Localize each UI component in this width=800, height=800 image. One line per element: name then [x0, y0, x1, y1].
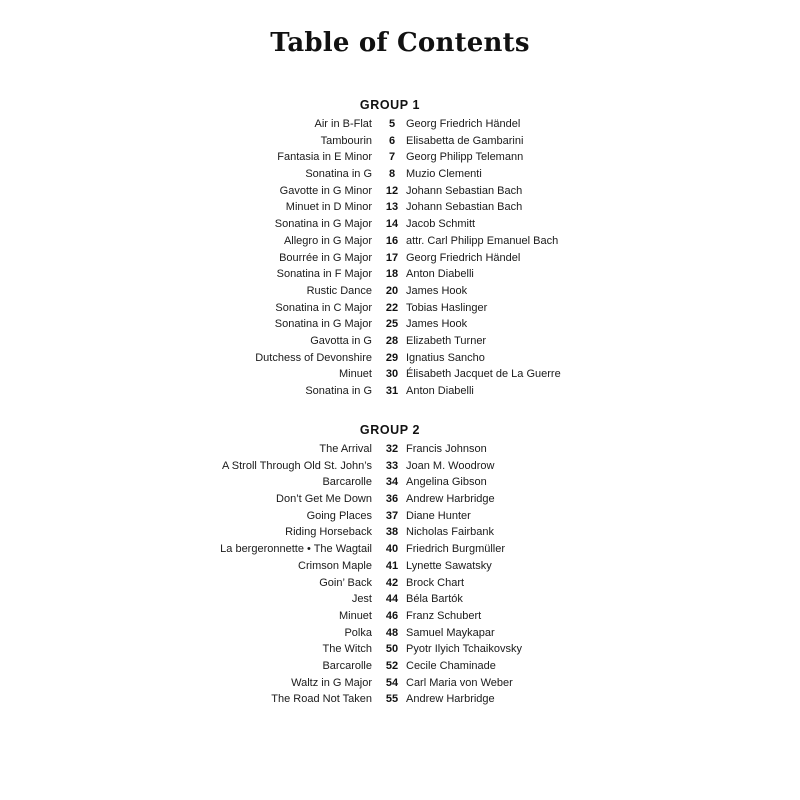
page-number: 42 — [385, 576, 399, 589]
page-number: 41 — [385, 559, 399, 572]
page-number: 22 — [385, 301, 399, 314]
composer-name: Georg Friedrich Händel — [406, 251, 521, 264]
page-number: 14 — [385, 218, 399, 231]
composer-name: Ignatius Sancho — [406, 351, 485, 364]
toc-entry — [0, 250, 800, 267]
piece-title: Fantasia in E Minor — [277, 151, 372, 164]
piece-title: Minuet in D Minor — [285, 201, 372, 214]
piece-title: Crimson Maple — [298, 559, 372, 572]
toc-entry — [0, 691, 800, 708]
toc-entry — [0, 625, 800, 642]
composer-name: Anton Diabelli — [406, 385, 474, 397]
composer-name: Tobias Haslinger — [406, 301, 488, 314]
piece-title: La bergeronnette • The Wagtail — [220, 543, 372, 556]
composer-name: Béla Bartók — [406, 593, 463, 606]
composer-name: Elisabetta de Gambarini — [406, 134, 524, 147]
toc-entry — [0, 333, 800, 350]
piece-title: Tambourin — [320, 134, 372, 147]
piece-title: Sonatina in F Major — [276, 268, 372, 281]
piece-title: Bourrée in G Major — [279, 251, 372, 264]
toc-entry — [0, 149, 800, 166]
page-number: 38 — [385, 526, 399, 539]
composer-name: Nicholas Fairbank — [406, 526, 495, 539]
page-number: 25 — [385, 318, 399, 331]
piece-title: Sonatina in G Major — [274, 218, 372, 231]
piece-title: Rustic Dance — [306, 284, 372, 297]
toc-entry — [0, 283, 800, 300]
composer-name: attr. Carl Philipp Emanuel Bach — [406, 234, 559, 247]
toc-entry — [0, 366, 800, 383]
toc-entry — [0, 658, 800, 675]
page-number: 17 — [385, 251, 399, 264]
toc-entries — [0, 116, 800, 400]
page-number: 48 — [385, 626, 399, 639]
toc-entry — [0, 199, 800, 216]
page-number: 7 — [388, 151, 396, 164]
piece-title: Don’t Get Me Down — [276, 493, 372, 506]
composer-name: Georg Friedrich Händel — [406, 118, 521, 130]
page-number: 29 — [385, 351, 399, 364]
composer-name: Joan M. Woodrow — [406, 459, 495, 472]
page-number: 5 — [388, 118, 396, 130]
piece-title: The Road Not Taken — [271, 693, 372, 706]
piece-title: A Stroll Through Old St. John’s — [221, 459, 372, 472]
piece-title: Goin’ Back — [319, 576, 372, 589]
toc-entry — [0, 524, 800, 541]
page-number: 36 — [385, 493, 399, 506]
piece-title: Riding Horseback — [285, 526, 372, 539]
composer-name: Samuel Maykapar — [406, 626, 495, 639]
composer-name: Muzio Clementi — [406, 168, 482, 181]
composer-name: Franz Schubert — [406, 609, 482, 622]
toc-entry — [0, 541, 800, 558]
piece-title: Waltz in G Major — [291, 676, 372, 689]
toc-entry — [0, 300, 800, 317]
page-number: 20 — [385, 284, 399, 297]
composer-name: Diane Hunter — [406, 509, 471, 522]
composer-name: Élisabeth Jacquet de La Guerre — [406, 368, 561, 381]
piece-title: Minuet — [338, 368, 372, 381]
piece-title: Going Places — [306, 509, 372, 522]
composer-name: Pyotr Ilyich Tchaikovsky — [406, 643, 522, 656]
toc-entry — [0, 383, 800, 400]
composer-name: Johann Sebastian Bach — [406, 201, 523, 214]
piece-title: Jest — [351, 593, 372, 606]
piece-title: Polka — [344, 626, 372, 639]
piece-title: Minuet — [338, 609, 372, 622]
page-number: 30 — [385, 368, 399, 381]
toc-entry — [0, 316, 800, 333]
toc-entry — [0, 216, 800, 233]
composer-name: Andrew Harbridge — [406, 693, 495, 706]
composer-name: Anton Diabelli — [406, 268, 474, 281]
toc-entry — [0, 474, 800, 491]
piece-title: Barcarolle — [322, 659, 372, 672]
toc-entry — [0, 116, 800, 133]
page-number: 55 — [385, 693, 399, 706]
piece-title: Gavotta in G — [310, 334, 372, 347]
page-number: 13 — [385, 201, 399, 214]
piece-title: Barcarolle — [322, 476, 372, 489]
page-number: 33 — [385, 459, 399, 472]
piece-title: Gavotte in G Minor — [279, 184, 372, 197]
page-title: Table of Contents — [270, 28, 530, 58]
composer-name: Brock Chart — [406, 576, 465, 589]
composer-name: James Hook — [406, 318, 468, 331]
page-number: 12 — [385, 184, 399, 197]
toc-entry — [0, 641, 800, 658]
composer-name: Carl Maria von Weber — [406, 676, 513, 689]
toc-entry — [0, 133, 800, 150]
page-number: 40 — [385, 543, 399, 556]
composer-name: Angelina Gibson — [406, 476, 487, 489]
piece-title: Sonatina in C Major — [275, 301, 372, 314]
toc-entry — [0, 575, 800, 592]
toc-entry — [0, 608, 800, 625]
page-number: 37 — [385, 509, 399, 522]
page-number: 18 — [385, 268, 399, 281]
piece-title: The Witch — [322, 643, 372, 656]
piece-title: Allegro in G Major — [283, 234, 372, 247]
page-number: 6 — [388, 134, 396, 147]
composer-name: Georg Philipp Telemann — [406, 151, 524, 164]
composer-name: Cecile Chaminade — [406, 659, 496, 672]
toc-entry — [0, 183, 800, 200]
composer-name: Elizabeth Turner — [406, 334, 487, 347]
composer-name: James Hook — [406, 284, 468, 297]
page-number: 8 — [388, 168, 396, 181]
toc-entry — [0, 350, 800, 367]
composer-name: Francis Johnson — [406, 443, 487, 455]
piece-title: The Arrival — [319, 443, 372, 455]
composer-name: Friedrich Burgmüller — [406, 543, 506, 556]
composer-name: Jacob Schmitt — [406, 218, 476, 231]
page-number: 52 — [385, 659, 399, 672]
toc-entry — [0, 441, 800, 458]
composer-name: Andrew Harbridge — [406, 493, 495, 506]
composer-name: Johann Sebastian Bach — [406, 184, 523, 197]
page-number: 34 — [385, 476, 399, 489]
piece-title: Sonatina in G — [305, 168, 372, 181]
page-number: 32 — [385, 443, 399, 455]
group-heading: GROUP 2 — [359, 423, 421, 437]
page-number: 28 — [385, 334, 399, 347]
toc-entry — [0, 491, 800, 508]
toc-entry — [0, 266, 800, 283]
piece-title: Air in B-Flat — [314, 118, 372, 130]
page-number: 50 — [385, 643, 399, 656]
toc-entry — [0, 458, 800, 475]
piece-title: Sonatina in G — [305, 385, 372, 397]
page-number: 44 — [385, 593, 399, 606]
page-number: 16 — [385, 234, 399, 247]
toc-entry — [0, 558, 800, 575]
toc-entry — [0, 233, 800, 250]
piece-title: Dutchess of Devonshire — [255, 351, 372, 364]
page-number: 54 — [385, 676, 399, 689]
piece-title: Sonatina in G Major — [274, 318, 372, 331]
toc-entry — [0, 166, 800, 183]
toc-entry — [0, 591, 800, 608]
page-number: 46 — [385, 609, 399, 622]
toc-entry — [0, 508, 800, 525]
page-number: 31 — [385, 385, 399, 397]
toc-entry — [0, 675, 800, 692]
group-heading: GROUP 1 — [359, 98, 421, 112]
toc-entries — [0, 441, 800, 708]
composer-name: Lynette Sawatsky — [406, 559, 492, 572]
